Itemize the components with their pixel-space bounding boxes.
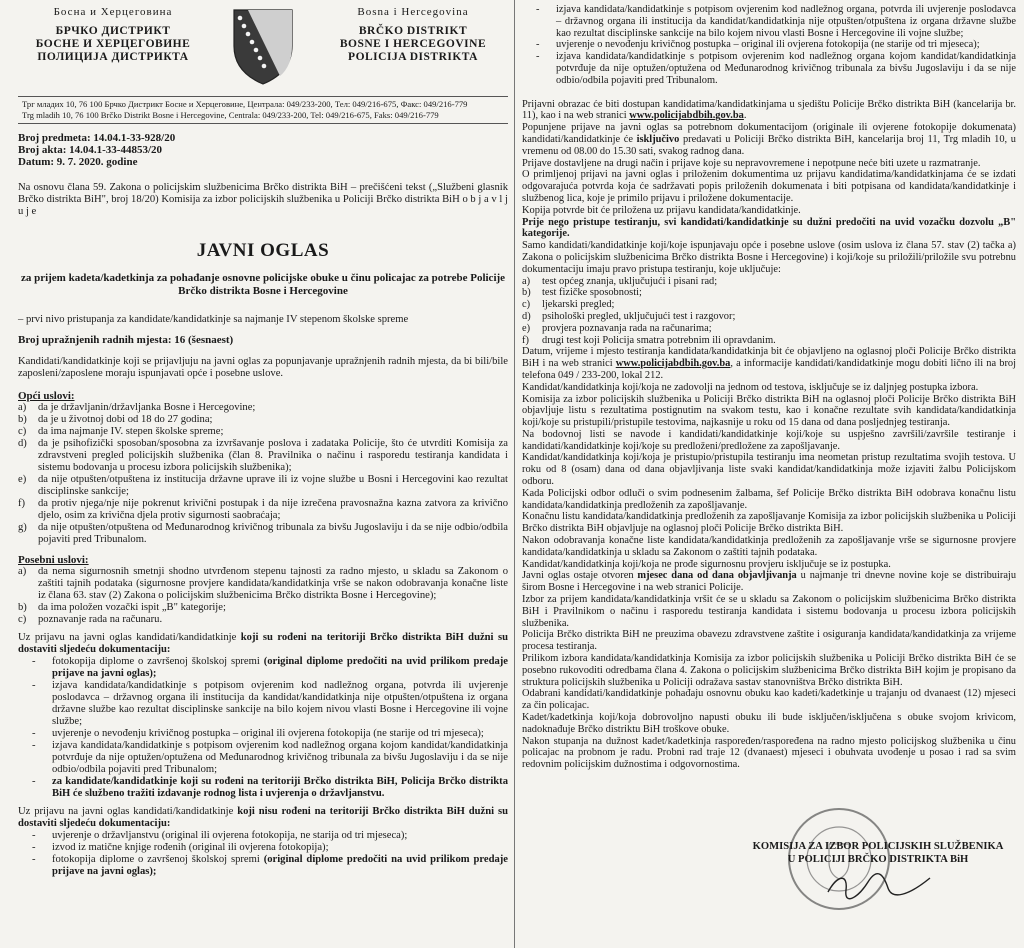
- continued-doc-item: [536, 39, 1016, 51]
- not-born-doc-text: izvod iz matične knjige rođenih (original ili ovjerena fotokopija);: [52, 842, 329, 853]
- selection-basis: Izbor za prijem kandidata/kandidatkinja vršit će se u skladu sa Zakonom o policijskim službenicima Brčko distrikta BiH i Pravilnikom o načinu i rasporedu testiranja kandidata i sistemu bodovanja u procesu izbora policijskih službenika.: [522, 594, 1016, 629]
- left-column: [18, 6, 508, 878]
- continued-doc-item: [536, 4, 1016, 39]
- general-condition-item: [18, 414, 508, 426]
- continued-doc-text: izjava kandidata/kandidatkinje s potpisom ovjerenim kod nadležnog organa kojom kandidat/kandidatkinja potvrđuje da nije optužen/optužena od Međunarodnog krivičnog tribunala za bivšu Jugoslaviju i da se nije odbio/odbila pojaviti pred Tribunalom.: [556, 51, 1016, 86]
- test-item: [522, 311, 1016, 323]
- test-marker: f): [522, 334, 529, 346]
- final-list-publication: Konačnu listu kandidata/kandidatkinja predloženih za zapošljavanje Komisija za izbor policijskih službenika u Policiji Brčko distrikta BiH objavljuje na oglasnoj ploči Policije Brčko distrikta BiH.: [522, 511, 1016, 535]
- born-doc-marker: -: [32, 740, 36, 751]
- case-number: Broj predmeta: 14.04.1-33-928/20: [18, 132, 176, 144]
- entry-level-text: – prvi nivo pristupanja za kandidate/kandidatkinje sa najmanje IV stepenom školske spreme: [18, 314, 409, 325]
- testing-schedule: [522, 346, 1016, 381]
- born-doc-marker: -: [32, 656, 36, 667]
- not-born-intro-text: Uz prijavu na javni oglas kandidati/kandidatkinje: [18, 806, 238, 817]
- testing-schedule-text: Datum, vrijeme i mjesto testiranja kandidata/kandidatkinja bit će objavljeno na oglasnoj ploči Policije Brčko distrikta BiH i na web stranici: [522, 346, 1016, 370]
- test-text: ljekarski pregled;: [542, 299, 615, 311]
- test-text: test fizičke sposobnosti;: [542, 287, 642, 299]
- test-marker: b): [522, 287, 531, 299]
- general-conditions-list: [18, 402, 508, 546]
- born-doc-item: [32, 740, 508, 776]
- letterhead-cyrillic: [18, 6, 208, 64]
- continued-doc-item: [536, 51, 1016, 86]
- health-insurance: Policija Brčko distrikta BiH ne preuzima obavezu zdravstvene zaštite i osiguranja kandidata/kandidatkinja za vrijeme procesa testiranja.: [522, 629, 1016, 653]
- born-doc-item: [32, 656, 508, 680]
- document-subtitle: za prijem kadeta/kadetkinja za pohađanje osnovne policijske obuke u činu policajac za potrebe Policije Brčko distrikta Bosne i Hercegovine: [20, 272, 506, 297]
- general-conditions-title: Opći uslovi:: [18, 390, 75, 402]
- signature-block: [748, 840, 1008, 902]
- results-publication: Komisija za izbor policijskih službenika u Policiji Brčko distrikta BiH na oglasnoj ploči Policije Brčko distrikta BiH objavljuje listu s rezultatima postignutim na svakom testu, kao i konačne rezultate svih kandidata/kandidatkinja koji/koje su pristupili/pristupile testovima, najkasnije u roku od 15 dana od dana posljednjeg testiranja.: [522, 393, 1016, 429]
- website-link[interactable]: www.policijabdbih.gov.ba: [629, 110, 744, 122]
- composition-rule: Prilikom izbora kandidata/kandidatkinja Komisija za izbor policijskih službenika u Policiji Brčko distrikta BiH će se posebno rukovoditi odredbama člana 4. Zakona o policijskim službenicima Brčko distrikta BiH kojim je propisano da struktura policijskih službenika u Policiji odražava sastav stanovništva Brčko distrikta BiH.: [522, 653, 1016, 688]
- general-condition-text: da je psihofizički sposoban/sposobna za izvršavanje poslova i zadataka Policije, što će utvrditi Komisija za zdravstveni pregled policijskih službenika (član 8. Pravilnika o načinu i rasporedu testiranja kandidata i sistemu bodovanja u procesu izbora policijskih službenika);: [38, 438, 508, 473]
- police-latin: POLICIJA DISTRIKTA: [348, 51, 478, 63]
- not-born-doc-item: [32, 842, 508, 854]
- submission-text-a: Popunjene prijave na javni oglas sa potrebnom dokumentacijom (originale ili ovjerene fotokopije dokumenata) kandidati/kandidatkinje će: [522, 122, 1016, 145]
- born-doc-marker: -: [32, 776, 36, 787]
- test-failure: Kandidat/kandidatkinja koji/koja ne zadovolji na jednom od testova, isključuje se iz daljnjeg postupka izbora.: [522, 381, 979, 393]
- born-doc-item: [32, 680, 508, 728]
- open-period-end: u najmanje tri dnevne novine koje se distribuiraju širom Bosne i Hercegovine i na web stranici Policije.: [522, 570, 1017, 594]
- district-latin: BRČKO DISTRIKT: [358, 25, 468, 37]
- general-condition-item: [18, 498, 508, 522]
- born-doc-text: izjava kandidata/kandidatkinje s potpisom ovjerenim kod nadležnog organa kojom kandidat/kandidatkinja potvrđuje da nije optužen/optužena od Međunarodnog krivičnog tribunala za bivšu Jugoslaviju i da se nije odbio/odbila pojaviti pred Tribunalom;: [52, 740, 508, 775]
- not-born-doc-marker: -: [32, 842, 36, 853]
- general-condition-text: da je državljanin/državljanka Bosne i Hercegovine;: [38, 402, 256, 413]
- receipt-copy: Kopija potvrde bit će priložena uz prijavu kandidata/kandidatkinje.: [522, 204, 801, 216]
- special-condition-marker: b): [18, 602, 27, 613]
- general-condition-marker: f): [18, 498, 26, 509]
- special-condition-marker: a): [18, 566, 27, 577]
- born-doc-item: [32, 728, 508, 740]
- security-checks: Nakon odobravanja konačne liste kandidata/kandidatkinja predloženih za zapošljavanje vrše se sigurnosne provjere kandidata/kandidatkinja u skladu sa Zakonom o zaštiti tajnih podataka.: [522, 535, 1016, 558]
- address-block: [18, 96, 508, 124]
- test-marker: c): [522, 299, 531, 311]
- continued-docs-list: [522, 4, 1016, 87]
- continued-doc-marker: -: [536, 39, 540, 51]
- test-item: [522, 276, 1016, 288]
- not-born-in-district-intro: [18, 806, 508, 830]
- special-condition-item: [18, 566, 508, 602]
- born-doc-item: [32, 776, 508, 800]
- receipt-text: O primljenoj prijavi na javni oglas i priloženim dokumentima uz prijavu kandidatima/kandidatkinjama će se izdati odgovarajuća potvrda koja će sadržavati popis priloženih dokumenata i biti potpisana od kandidata/kandidatkinje i službenog lica, koje je primilo prijavu i priložene dokumentacije.: [522, 169, 1016, 204]
- committee-name: KOMISIJA ZA IZBOR POLICIJSKIH SLUŽBENIKA: [752, 841, 1004, 852]
- continued-doc-marker: -: [536, 4, 540, 15]
- general-condition-marker: g): [18, 522, 27, 533]
- document-title: JAVNI OGLAS: [196, 240, 330, 261]
- special-condition-text: poznavanje rada na računaru.: [38, 614, 163, 625]
- general-condition-text: da nije otpušten/otpuštena od Međunarodnog krivičnog tribunala za bivšu Jugoslaviju i da se nije odbio/odbila pojaviti pred Tribunalom.: [38, 522, 508, 545]
- born-intro-bold: koji su rođeni na teritoriji Brčko distrikta BiH dužni su dostaviti sljedeću dokumentaciju:: [18, 632, 508, 655]
- tests-list: [522, 276, 1016, 347]
- general-condition-marker: e): [18, 474, 27, 485]
- not-born-intro-bold: koji nisu rođeni na teritoriji Brčko distrikta BiH dužni su dostaviti sljedeću dokumentaciju:: [18, 806, 508, 829]
- testing-eligibility: Samo kandidati/kandidatkinje koji/koje ispunjavaju opće i posebne uslove (osim uslova iz člana 57. stav (2) tačka a) Zakona o policijskim službenicima Brčko distrikta Bosne i Hercegovine) i koji/koje su priložili/priložile svu potrebnu dokumentaciju imaju pravo pristupa testiranju, koje uključuje:: [522, 240, 1016, 275]
- form-availability-text: Prijavni obrazac će biti dostupan kandidatima/kandidatkinjama u sjedištu Policije Brčko distrikta BiH (kancelarija br. 11), kao i na web stranici: [522, 98, 1016, 122]
- born-doc-text: fotokopija diplome o završenoj školskoj spremi: [52, 656, 260, 667]
- not-born-in-district-docs: [18, 830, 508, 878]
- general-condition-marker: c): [18, 426, 27, 437]
- general-condition-item: [18, 438, 508, 474]
- security-exclusion: Kandidat/kandidatkinja koji/koja ne prođe sigurnosnu provjeru isključuje se iz postupka.: [522, 558, 891, 570]
- address-latin: Trg mladih 10, 76 100 Brčko Distrikt Bosne i Hercegovine, Centrala: 049/233-200, Tel: 049/216-675, Faks: 049/216-779: [22, 110, 439, 120]
- document-meta: [18, 132, 508, 168]
- not-born-doc-item: [32, 854, 508, 878]
- right-column: [522, 4, 1017, 865]
- continued-doc-text: uvjerenje o nevođenju krivičnog postupka – original ili ovjerena fotokopija (ne starije od tri mjeseca);: [556, 39, 980, 51]
- continued-doc-marker: -: [536, 51, 540, 63]
- open-period-text: Javni oglas ostaje otvoren: [522, 570, 638, 582]
- intro-paragraph: Na osnovu člana 59. Zakona o policijskim službenicima Brčko distrikta BiH – prečišćeni tekst („Službeni glasnik Brčko distrikta BiH", broj 18/20) Komisija za izbor policijskih službenika u Policiji Brčko distrikta BiH o b j a v l j u j e: [18, 182, 508, 217]
- training-cost: Kadet/kadetkinja koji/koja dobrovoljno napusti obuku ili bude isključen/isključena s obuke svojom krivicom, nadoknađuje Brčko distriktu BiH troškove obuke.: [522, 712, 1016, 735]
- not-born-doc-marker: -: [32, 854, 36, 865]
- letterhead: [18, 6, 508, 94]
- form-availability-end: .: [743, 110, 747, 122]
- submission-bold: isključivo: [636, 133, 680, 145]
- coat-of-arms-icon: [220, 6, 306, 86]
- form-availability: [522, 99, 1016, 123]
- submission-text-b: predavati u Policiji Brčko distrikta BiH, kancelarija broj 11, Trg mladih 10, u vremenu od 08.00 do 15.30 sati, svakog radnog dana.: [522, 133, 1016, 157]
- not-born-doc-text: fotokopija diplome o završenoj školskoj spremi: [52, 854, 260, 865]
- test-text: drugi test koji Policija smatra potrebnim ili opravdanim.: [542, 334, 776, 346]
- general-condition-text: da nije otpušten/otpuštena iz institucija državne uprave ili iz vojne službe u Bosni i Hercegovini kao rezultat disciplinske sankcije;: [38, 474, 508, 497]
- special-conditions-title: Posebni uslovi:: [18, 554, 89, 566]
- special-condition-item: [18, 602, 508, 614]
- website-link-2[interactable]: www.policijabdbih.gov.ba: [615, 358, 731, 370]
- born-doc-marker: -: [32, 680, 36, 691]
- test-item: [522, 335, 1016, 347]
- general-condition-marker: d): [18, 438, 27, 449]
- general-condition-item: [18, 474, 508, 498]
- country-line-cyrillic: БОСНЕ И ХЕРЦЕГОВИНЕ: [35, 38, 191, 50]
- not-born-doc-item: [32, 830, 508, 842]
- committee-location: U POLICIJI BRČKO DISTRIKTA BiH: [787, 854, 969, 865]
- appeal-right: Kandidat/kandidatkinja koji/koja je pristupio/pristupila testiranju ima neometan pristup rezultatima svojih testova. U roku od 8 (osam) dana od dana objavljivanja liste svaki kandidat/kandidatkinja može izjaviti žalbu Policijskom odboru.: [522, 452, 1016, 488]
- born-doc-bold-text: za kandidate/kandidatkinje koji su rođeni na teritoriji Brčko distrikta BiH, Policija Brčko distrikta BiH će službeno tražiti izdavanje rodnog lista i uvjerenja o državljanstvu.: [52, 776, 508, 799]
- special-condition-marker: c): [18, 614, 27, 625]
- driving-license-note: Prije nego pristupe testiranju, svi kandidati/kandidatkinje su dužni predočiti na uvid vozačku dozvolu „B" kategorije.: [522, 216, 1016, 240]
- open-period: [522, 570, 1016, 594]
- special-condition-item: [18, 614, 508, 626]
- not-born-doc-text: uvjerenje o državljanstvu (original ili ovjerena fotokopija, ne starija od tri mjeseca);: [52, 830, 408, 841]
- signature-icon: [818, 868, 938, 902]
- born-doc-bold-text: (original diplome predočiti na uvid prilikom predaje prijave na javni oglas);: [52, 656, 508, 679]
- conditions-intro: Kandidati/kandidatkinje koji se prijavljuju na javni oglas za popunjavanje upražnjenih radnih mjesta, da bi bili/bile zaposleni/zaposlene moraju ispunjavati opće i posebne uslove.: [18, 356, 508, 379]
- country-line-latin: BOSNE I HERCEGOVINE: [339, 38, 487, 50]
- police-cyrillic: ПОЛИЦИЈА ДИСТРИКТА: [37, 51, 189, 63]
- submission-text: [522, 122, 1016, 157]
- score-list: Na bodovnoj listi se navode i kandidati/kandidatkinje koji/koje su uspješno završili/završile testiranje i kandidati/kandidatkinje koji/koje su predloženi/predložene za zapošljavanje.: [522, 428, 1016, 452]
- born-in-district-docs: [18, 656, 508, 800]
- general-condition-item: [18, 522, 508, 546]
- letterhead-latin: [318, 6, 508, 64]
- test-marker: e): [522, 322, 531, 334]
- test-item: [522, 287, 1016, 299]
- testing-schedule-end: , a informacije kandidati/kandidatkinje mogu dobiti lično ili na broj telefona 049 / 233-200, lokal 212.: [522, 358, 1016, 381]
- born-doc-marker: -: [32, 728, 36, 739]
- special-condition-text: da nema sigurnosnih smetnji shodno utvrđenom stepenu tajnosti za radno mjesto, u skladu sa Zakonom o zaštiti tajnih podataka (sigurnosne provjere kandidata/kandidatkinja vrše se nakon odobravanja konačne liste iz člana 63. stav (2) Zakona o policijskim službenicima Brčko distrikta Bosne i Hercegovine);: [38, 566, 508, 601]
- country-latin: Bosna i Hercegovina: [357, 6, 469, 18]
- born-intro-text: Uz prijavu na javni oglas kandidati/kandidatkinje: [18, 632, 241, 643]
- act-number: Broj akta: 14.04.1-33-44853/20: [18, 144, 163, 156]
- born-doc-text: izjava kandidata/kandidatkinje s potpisom ovjerenim kod nadležnog organa, potvrda ili uvjerenje poslodavca – državnog organa ili institucija da kandidat/kandidatkinja nije otpušten/otpuštena iz organa državne službe kao rezultat disciplinske sankcije na bilo kojem nivou vlasti Bosne i Hercegovine ili vojne službe;: [52, 680, 508, 727]
- open-period-bold: mjesec dana od dana objavljivanja: [637, 570, 797, 582]
- general-condition-marker: a): [18, 402, 27, 413]
- test-text: provjera poznavanja rada na računarima;: [542, 322, 712, 334]
- not-born-doc-marker: -: [32, 830, 36, 841]
- invalid-applications: Prijave dostavljene na drugi način i prijave koje su nepravovremene i nepotpune neće biti uzete u razmatranje.: [522, 157, 981, 169]
- column-divider: [514, 0, 515, 948]
- special-conditions-list: [18, 566, 508, 626]
- test-marker: d): [522, 310, 531, 322]
- test-item: [522, 323, 1016, 335]
- district-cyrillic: БРЧКО ДИСТРИКТ: [55, 25, 171, 37]
- general-condition-item: [18, 402, 508, 414]
- born-doc-text: uvjerenje o nevođenju krivičnog postupka – original ili ovjerena fotokopija (ne starije od tri mjeseca);: [52, 728, 484, 739]
- general-condition-text: da je u životnoj dobi od 18 do 27 godina;: [38, 414, 213, 425]
- test-text: test općeg znanja, uključujući i pisani rad;: [542, 275, 718, 287]
- address-cyrillic: Трг младих 10, 76 100 Брчко Дистрикт Босне и Херцеговине, Централа: 049/233-200, Тел: 049/216-675, Факс: 049/216-779: [22, 99, 468, 109]
- training-duration: Odabrani kandidati/kandidatkinje pohađaju osnovnu obuku kao kadeti/kadetkinje u trajanju od dvanaest (12) mjeseci za čin policajac.: [522, 688, 1016, 712]
- born-in-district-intro: [18, 632, 508, 656]
- general-condition-text: da ima najmanje IV. stepen školske spreme;: [38, 426, 224, 437]
- test-text: psihološki pregled, uključujući test i razgovor;: [542, 310, 736, 322]
- final-list-approval: Kada Policijski odbor odluči o svim podnesenim žalbama, šef Policije Brčko distrikta BiH odobrava konačnu listu kandidata/kandidatkinja predloženih za zapošljavanje.: [522, 487, 1016, 511]
- not-born-doc-bold-text: (original diplome predočiti na uvid prilikom predaje prijave na javni oglas);: [52, 854, 508, 877]
- document-date: Datum: 9. 7. 2020. godine: [18, 156, 138, 168]
- test-item: [522, 299, 1016, 311]
- test-marker: a): [522, 275, 531, 287]
- positions-count: Broj upražnjenih radnih mjesta: 16 (šesnaest): [18, 334, 234, 346]
- general-condition-item: [18, 426, 508, 438]
- probation: Nakon stupanja na dužnost kadet/kadetkinja raspoređen/raspoređena na radno mjesto policijskog službenika u činu policajac na probnom je radu. Probni rad traje 12 (dvanaest) mjeseci i obuhvata uvođenje u posao i rad sa svim redovnim policijskim dužnostima i odgovornostima.: [522, 735, 1016, 771]
- continued-doc-text: izjava kandidata/kandidatkinje s potpisom ovjerenim kod nadležnog organa, potvrda ili uvjerenje poslodavca – državnog organa ili institucija da kandidat/kandidatkinja nije otpušten/otpuštena iz organa državne službe kao rezultat disciplinske sankcije na bilo kojem nivou vlasti Bosne i Hercegovine ili vojne službe;: [556, 4, 1016, 39]
- special-condition-text: da ima položen vozački ispit „B" kategorije;: [38, 602, 226, 613]
- general-condition-text: da protiv njega/nje nije pokrenut krivični postupak i da nije izrečena pravosnažna kazna zatvora za krivično djelo, osim za krivična djela protiv sigurnosti saobraćaja;: [38, 498, 508, 521]
- general-condition-marker: b): [18, 414, 27, 425]
- country-cyrillic: Босна и Херцеговина: [53, 6, 173, 18]
